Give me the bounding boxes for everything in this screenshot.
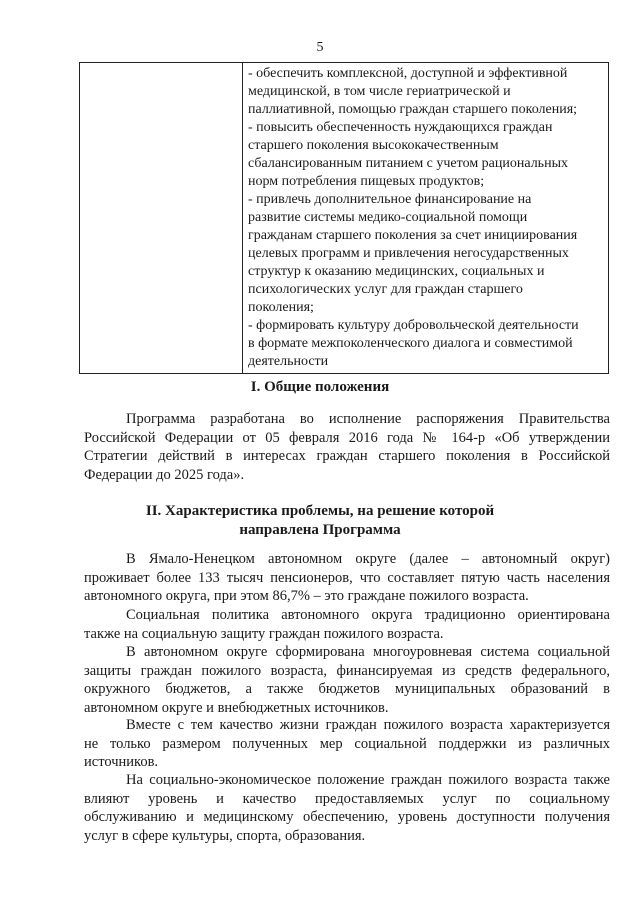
table-cell-goals [243,63,609,374]
goal-line: в формате межпоколенческого диалога и совместимой [248,336,573,351]
goal-line: структур к оказанию медицинских, социальных и [248,264,545,279]
goals-table [79,62,609,374]
section-2-heading-line: направлена Программа [239,522,401,538]
text-line: Вместе с тем качество жизни граждан пожилого возраста характеризуется [126,717,610,733]
text-line: Федерации до 2025 года». [84,466,245,483]
table-cell-left [80,63,243,374]
section-1-paragraph [84,410,610,484]
text-line: Социальная политика автономного округа традиционно ориентирована [126,607,610,623]
text-line: окружного бюджетов, а также бюджетов муниципальных образований в [84,681,610,698]
text-line: источников. [84,754,159,771]
goal-line: паллиативной, помощью граждан старшего поколения; [248,102,578,117]
section-2-heading-line: II. Характеристика проблемы, на решение которой [145,503,495,519]
table-row [80,63,609,374]
text-line: защиты граждан пожилого возраста, финансируемая из средств федерального, [84,662,610,679]
section-2-paragraph [84,606,610,643]
text-line: В Ямало-Ненецком автономном округе (далее – автономный округ) [126,551,610,567]
goal-line: деятельности [248,354,329,369]
goal-line: - повысить обеспеченность нуждающихся граждан [248,120,553,135]
goal-line: гражданам старшего поколения за счет инициирования [248,228,578,243]
goal-line: - обеспечить комплексной, доступной и эффективной [248,66,568,81]
text-line: услуг в сфере культуры, спорта, образования. [84,827,366,844]
goal-line: старшего поколения высококачественным [248,138,499,153]
goal-line: поколения; [248,300,314,315]
goal-line: психологических услуг для граждан старшего [248,282,523,297]
section-2-heading [0,502,640,540]
text-line: обслуживанию и медицинскому обеспечению, уровень доступности получения [84,809,610,826]
goal-line: - формировать культуру добровольческой деятельности [248,318,579,333]
text-line: влияют уровень и качество предоставляемых услуг по социальному [84,790,610,807]
text-line: не только размером полученных мер социальной поддержки из различных [84,735,610,752]
text-line: автономного округа, при этом 86,7% – это граждане пожилого возраста. [84,588,529,605]
text-line: Программа разработана во исполнение распоряжения Правительства [126,411,610,427]
text-line: В автономном округе сформирована многоуровневая система социальной [126,644,610,660]
section-2-paragraph [84,716,610,772]
goal-line: медицинской, в том числе гериатрической и [248,84,511,99]
goal-line: - привлечь дополнительное финансирование на [248,192,532,207]
goal-line: сбалансированным питанием с учетом рациональных [248,156,568,171]
goal-line: развитие системы медико-социальной помощи [248,210,528,225]
goal-line: норм потребления пищевых продуктов; [248,174,485,189]
text-line: Российской Федерации от 05 февраля 2016 года № 164-р «Об утверждении [84,429,610,446]
text-line: также на социальную защиту граждан пожилого возраста. [84,625,444,642]
text-line: автономном округе и внебюджетных источников. [84,699,389,716]
section-1-heading: I. Общие положения [250,379,390,395]
goal-line: целевых программ и привлечения негосударственных [248,246,569,261]
section-2-paragraph [84,771,610,845]
text-line: На социально-экономическое положение граждан пожилого возраста также [126,772,610,788]
page-number: 5 [316,40,324,55]
section-2-paragraph [84,643,610,717]
text-line: Стратегии действий в интересах граждан старшего поколения в Российской [84,448,610,465]
section-2-paragraph [84,550,610,606]
text-line: проживает более 133 тысяч пенсионеров, что составляет пятую часть населения [84,569,610,586]
